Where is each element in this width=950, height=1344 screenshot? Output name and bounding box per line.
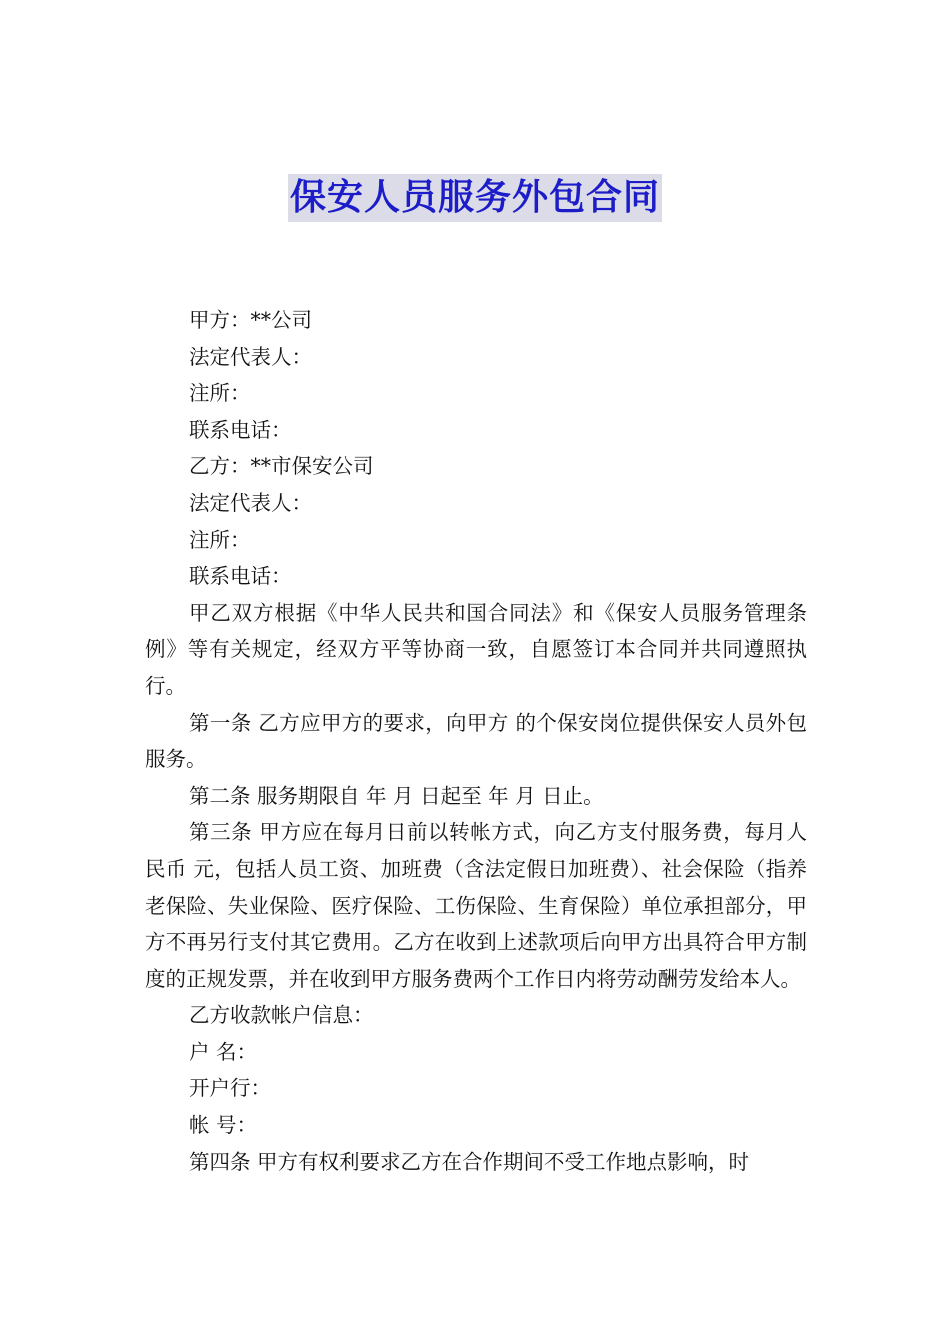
party-a-phone: 联系电话： — [189, 417, 292, 442]
account-bank: 开户行： — [189, 1076, 271, 1101]
article-3: 第三条 甲方应在每月日前以转帐方式，向乙方支付服务费，每月人民币 元，包括人员工资、加班费（含法定假日加班费）、社会保险（指养老保险、失业保险、医疗保险、工伤保险、生育保险）单位承担部分，甲方不再另行支付其它费用。乙方在收到上述款项后向甲方出具符合甲方制度的正规发票，并在收到甲方服务费两个工作日内将劳动酬劳发给本人。 — [145, 820, 807, 991]
party-b-phone: 联系电话： — [189, 564, 292, 589]
party-b-name: 乙方：**市保安公司 — [189, 454, 374, 479]
article-1: 第一条 乙方应甲方的要求，向甲方 的个保安岗位提供保安人员外包服务。 — [145, 710, 807, 772]
party-b-legal-rep: 法定代表人： — [189, 490, 312, 515]
account-name: 户 名： — [189, 1039, 258, 1064]
party-a-legal-rep: 法定代表人： — [189, 344, 312, 369]
preamble-paragraph: 甲乙双方根据《中华人民共和国合同法》和《保安人员服务管理条例》等有关规定，经双方平等协商一致，自愿签订本合同并共同遵照执行。 — [145, 600, 807, 698]
document-title: 保安人员服务外包合同 — [288, 174, 662, 222]
party-a-name: 甲方：**公司 — [189, 308, 312, 332]
title-wrap — [0, 174, 950, 222]
article-2: 第二条 服务期限自 年 月 日起至 年 月 日止。 — [189, 783, 604, 808]
document-body — [145, 302, 807, 1180]
article-4: 第四条 甲方有权利要求乙方在合作期间不受工作地点影响，时 — [189, 1149, 750, 1174]
account-info-heading: 乙方收款帐户信息： — [189, 1003, 374, 1028]
party-b-address: 注所： — [189, 527, 251, 552]
party-a-address: 注所： — [189, 381, 251, 406]
account-number: 帐 号： — [189, 1113, 258, 1138]
